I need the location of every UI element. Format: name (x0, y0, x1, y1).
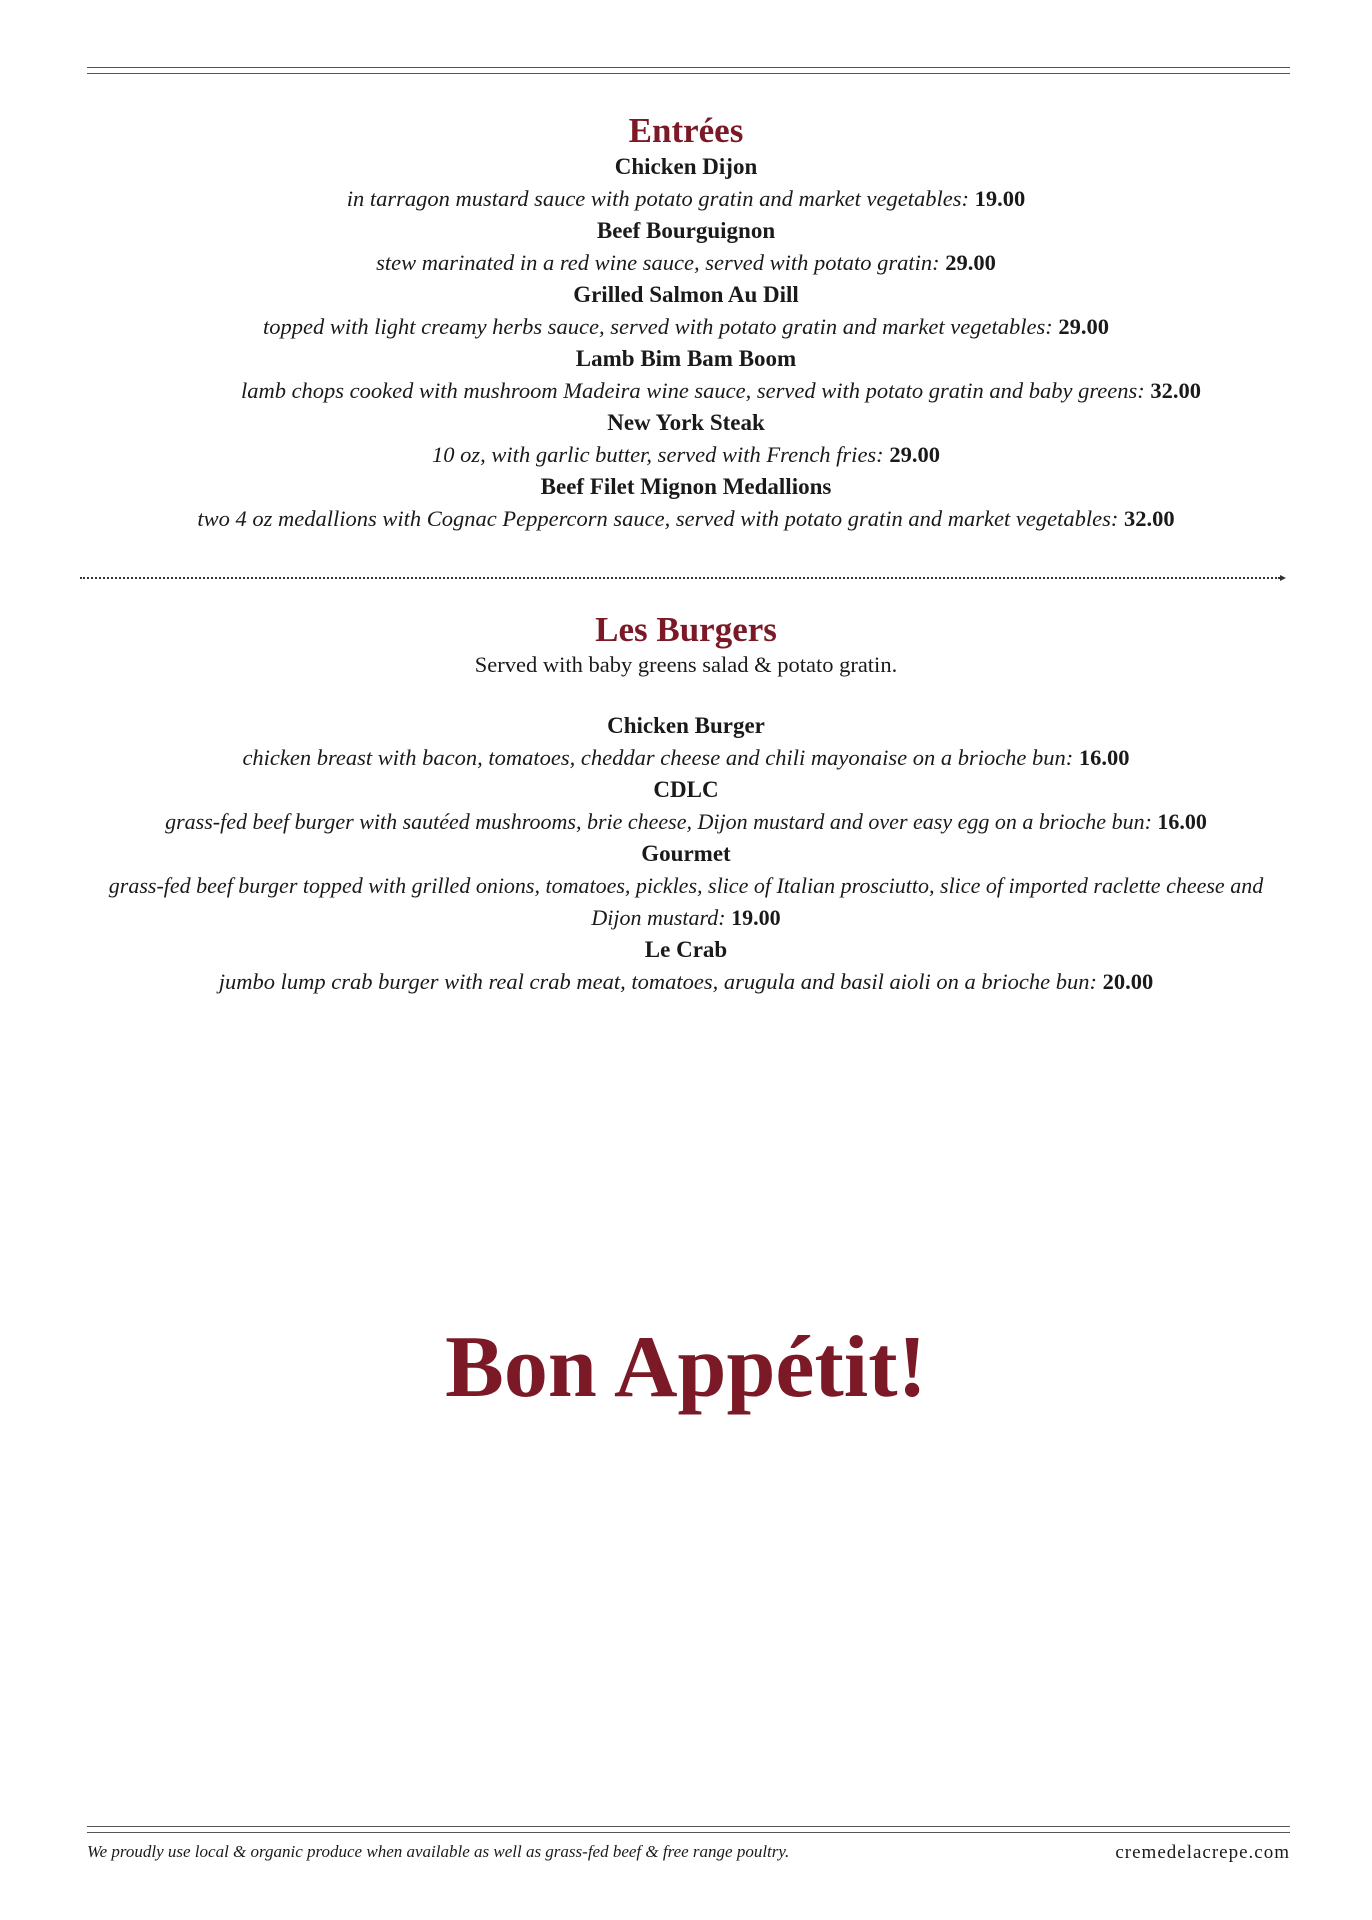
bon-appetit-heading: Bon Appétit! (445, 1319, 927, 1416)
item-price: 19.00 (731, 905, 781, 930)
item-price: 16.00 (1078, 745, 1130, 770)
item-desc-text: 10 oz, with garlic butter, served with French fries: (432, 442, 884, 467)
item-price: 32.00 (1150, 378, 1202, 403)
menu-item-name: Gourmet (641, 841, 731, 866)
menu-item-description (0, 742, 1372, 774)
menu-item-description (0, 806, 1372, 838)
menu-item-description (0, 375, 1372, 407)
item-desc-text: chicken breast with bacon, tomatoes, cheddar cheese and chili mayonaise on a brioche bun: (242, 745, 1074, 770)
item-price: 32.00 (1123, 506, 1175, 531)
bottom-double-rule (87, 1826, 1290, 1833)
dotted-divider (80, 577, 1280, 579)
menu-item-name: CDLC (653, 777, 719, 802)
item-desc-text: grass-fed beef burger topped with grilled onions, tomatoes, pickles, slice of Italian prosciutto, slice of imported raclette cheese and Dijon mustard: (108, 873, 1264, 930)
item-desc-text: lamb chops cooked with mushroom Madeira wine sauce, served with potato gratin and baby greens: (240, 378, 1145, 403)
item-price: 16.00 (1157, 809, 1207, 834)
item-price: 29.00 (1058, 314, 1109, 339)
menu-item-description (0, 311, 1372, 343)
footer-note: We proudly use local & organic produce when available as well as grass-fed beef & free range poultry. (87, 1842, 790, 1861)
menu-item-description (0, 183, 1372, 215)
menu-item-name: Beef Filet Mignon Medallions (540, 474, 832, 499)
item-price: 29.00 (945, 250, 996, 275)
menu-item-description (0, 966, 1372, 998)
menu-item-description (0, 870, 1372, 934)
menu-item-name: Lamb Bim Bam Boom (575, 346, 797, 371)
menu-item-description (0, 247, 1372, 279)
item-desc-text: grass-fed beef burger with sautéed mushrooms, brie cheese, Dijon mustard and over easy egg on a brioche bun: (165, 809, 1152, 834)
menu-item-name: Beef Bourguignon (596, 218, 776, 243)
menu-item-name: Grilled Salmon Au Dill (573, 282, 799, 307)
item-desc-text: two 4 oz medallions with Cognac Peppercorn sauce, served with potato gratin and market vegetables: (197, 506, 1119, 531)
entrees-title: Entrées (628, 111, 744, 150)
item-price: 19.00 (974, 186, 1026, 211)
burgers-section (0, 610, 1372, 998)
item-price: 29.00 (889, 442, 940, 467)
burgers-title: Les Burgers (595, 610, 777, 649)
menu-item-name: Chicken Dijon (614, 154, 758, 179)
item-price: 20.00 (1102, 969, 1154, 994)
menu-item-description (0, 439, 1372, 471)
item-desc-text: jumbo lump crab burger with real crab meat, tomatoes, arugula and basil aioli on a brioche bun: (218, 969, 1098, 994)
footer-website: cremedelacrepe.com (1115, 1842, 1290, 1863)
top-double-rule (87, 67, 1290, 74)
item-desc-text: stew marinated in a red wine sauce, served with potato gratin: (376, 250, 940, 275)
menu-item-name: Chicken Burger (607, 713, 765, 738)
menu-item-name: Le Crab (644, 937, 728, 962)
menu-item-description (0, 503, 1372, 535)
item-desc-text: topped with light creamy herbs sauce, served with potato gratin and market vegetables: (263, 314, 1053, 339)
entrees-section (0, 111, 1372, 535)
burgers-subtitle: Served with baby greens salad & potato gratin. (474, 652, 898, 677)
item-desc-text: in tarragon mustard sauce with potato gratin and market vegetables: (346, 186, 969, 211)
menu-item-name: New York Steak (607, 410, 765, 435)
